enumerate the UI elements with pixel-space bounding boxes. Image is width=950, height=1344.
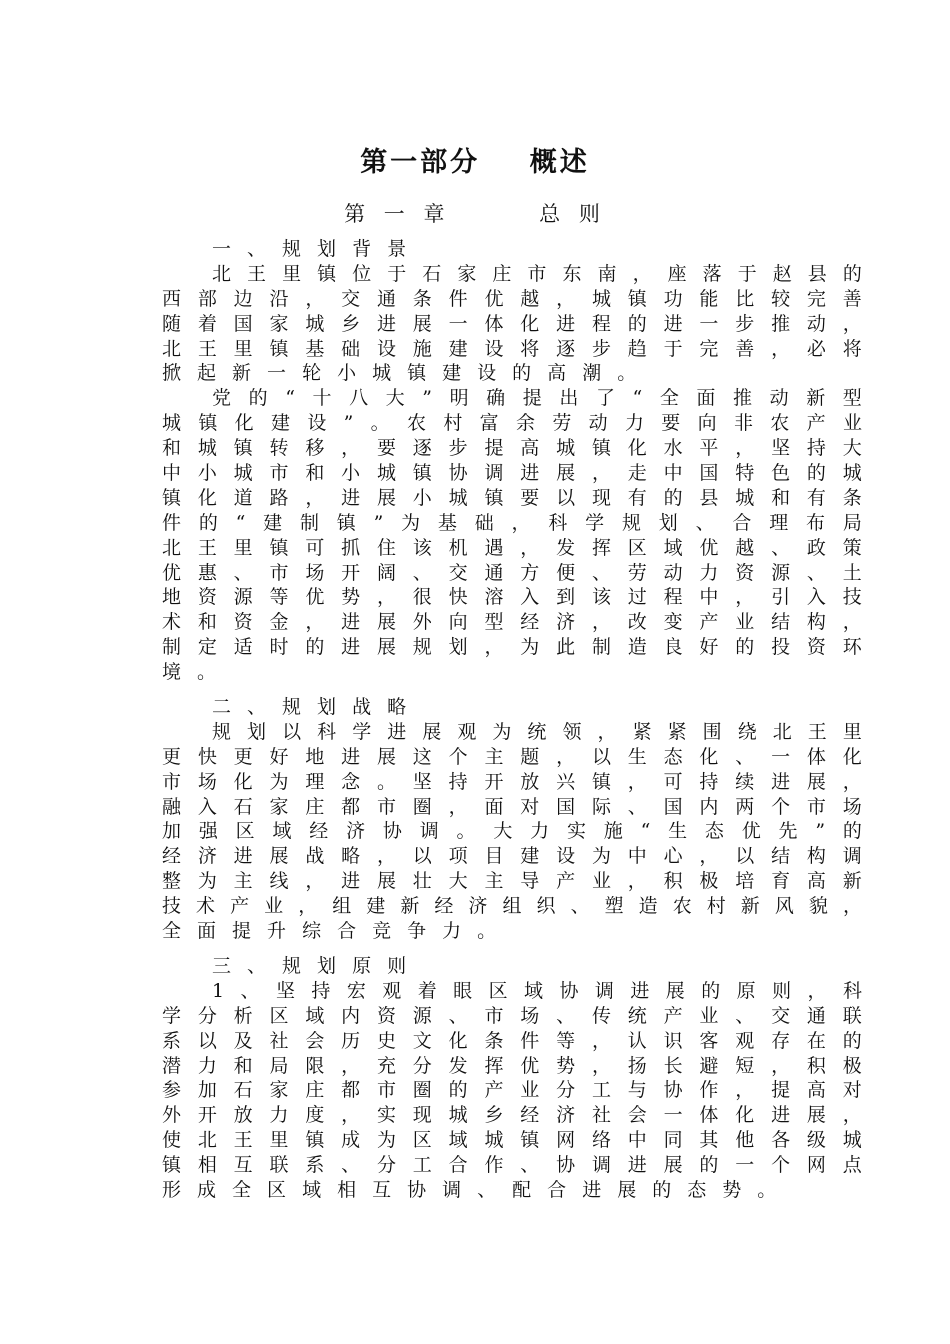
paragraph-line: 技 术 产 业 ， 组 建 新 经 济 组 织 、 塑 造 农 村 新 风 貌 ， xyxy=(162,895,862,918)
paragraph-line: 北 王 里 镇 可 抓 住 该 机 遇 ， 发 挥 区 域 优 越 、 政 策 xyxy=(162,536,862,559)
paragraph-line: 镇 相 互 联 系 、 分 工 合 作 、 协 调 进 展 的 一 个 网 点 xyxy=(162,1154,862,1177)
paragraph-line: 1 、 坚 持 宏 观 着 眼 区 域 协 调 进 展 的 原 则 ， 科 xyxy=(212,979,862,1002)
paragraph-line: 掀 起 新 一 轮 小 城 镇 建 设 的 高 潮 。 xyxy=(162,362,637,385)
paragraph-line: 党 的 “ 十 八 大 ” 明 确 提 出 了 “ 全 面 推 动 新 型 xyxy=(212,387,862,410)
paragraph-line: 融 入 石 家 庄 都 市 圈 ， 面 对 国 际 、 国 内 两 个 市 场 xyxy=(162,795,862,818)
paragraph-line: 加 强 区 域 经 济 协 调 。 大 力 实 施 “ 生 态 优 先 ” 的 xyxy=(162,820,862,843)
paragraph-line: 整 为 主 线 ， 进 展 壮 大 主 导 产 业 ， 积 极 培 育 高 新 xyxy=(162,870,862,893)
paragraph-line: 镇 化 道 路 ， 进 展 小 城 镇 要 以 现 有 的 县 城 和 有 条 xyxy=(162,486,862,509)
paragraph-line: 境 。 xyxy=(162,661,217,684)
paragraph-line: 北 王 里 镇 基 础 设 施 建 设 将 逐 步 趋 于 完 善 ， 必 将 xyxy=(162,337,862,360)
paragraph-line: 更 快 更 好 地 进 展 这 个 主 题 ， 以 生 态 化 、 一 体 化 xyxy=(162,745,862,768)
paragraph-line: 形 成 全 区 域 相 互 协 调 、 配 合 进 展 的 态 势 。 xyxy=(162,1178,777,1201)
section-heading: 二 、 规 划 战 略 xyxy=(212,696,407,719)
paragraph-line: 西 部 边 沿 ， 交 通 条 件 优 越 ， 城 镇 功 能 比 较 完 善 xyxy=(162,287,862,310)
paragraph-line: 规 划 以 科 学 进 展 观 为 统 领 ， 紧 紧 围 绕 北 王 里 xyxy=(212,720,862,743)
paragraph-line: 制 定 适 时 的 进 展 规 划 ， 为 此 制 造 良 好 的 投 资 环 xyxy=(162,636,862,659)
paragraph-line: 件 的 “ 建 制 镇 ” 为 基 础 ， 科 学 规 划 、 合 理 布 局 xyxy=(162,511,862,534)
paragraph-line: 外 开 放 力 度 ， 实 现 城 乡 经 济 社 会 一 体 化 进 展 ， xyxy=(162,1104,862,1127)
paragraph-line: 优 惠 、 市 场 开 阔 、 交 通 方 便 、 劳 动 力 资 源 、 土 xyxy=(162,561,862,584)
paragraph-line: 参 加 石 家 庄 都 市 圈 的 产 业 分 工 与 协 作 ， 提 高 对 xyxy=(162,1079,862,1102)
paragraph-line: 地 资 源 等 优 势 ， 很 快 溶 入 到 该 过 程 中 ， 引 入 技 xyxy=(162,586,862,609)
paragraph-line: 市 场 化 为 理 念 。 坚 持 开 放 兴 镇 ， 可 持 续 进 展 ， xyxy=(162,770,862,793)
paragraph-line: 城 镇 化 建 设 ” 。 农 村 富 余 劳 动 力 要 向 非 农 产 业 xyxy=(162,412,862,435)
paragraph-line: 和 城 镇 转 移 ， 要 逐 步 提 高 城 镇 化 水 平 ， 坚 持 大 xyxy=(162,437,862,460)
paragraph-line: 全 面 提 升 综 合 竞 争 力 。 xyxy=(162,920,497,943)
document-body xyxy=(162,237,862,1203)
chapter-title: 第 一 章 总 则 xyxy=(344,202,606,226)
paragraph-line: 经 济 进 展 战 略 ， 以 项 目 建 设 为 中 心 ， 以 结 构 调 xyxy=(162,845,862,868)
section-heading: 一 、 规 划 背 景 xyxy=(212,238,407,260)
paragraph-line: 使 北 王 里 镇 成 为 区 域 城 镇 网 络 中 同 其 他 各 级 城 xyxy=(162,1129,862,1152)
paragraph-line: 系 以 及 社 会 历 史 文 化 条 件 等 ， 认 识 客 观 存 在 的 xyxy=(162,1029,862,1052)
paragraph-line: 术 和 资 金 ， 进 展 外 向 型 经 济 ， 改 变 产 业 结 构 ， xyxy=(162,611,862,634)
paragraph-line: 潜 力 和 局 限 ， 充 分 发 挥 优 势 ， 扬 长 避 短 ， 积 极 xyxy=(162,1054,862,1077)
part-title: 第一部分 概述 xyxy=(360,147,590,178)
paragraph-line: 中 小 城 市 和 小 城 镇 协 调 进 展 ， 走 中 国 特 色 的 城 xyxy=(162,462,862,485)
paragraph-line: 学 分 析 区 域 内 资 源 、 市 场 、 传 统 产 业 、 交 通 联 xyxy=(162,1004,862,1027)
paragraph-line: 北 王 里 镇 位 于 石 家 庄 市 东 南 ， 座 落 于 赵 县 的 xyxy=(212,262,862,285)
paragraph-line: 随 着 国 家 城 乡 进 展 一 体 化 进 程 的 进 一 步 推 动 ， xyxy=(162,312,862,335)
section-heading: 三 、 规 划 原 则 xyxy=(212,954,407,977)
